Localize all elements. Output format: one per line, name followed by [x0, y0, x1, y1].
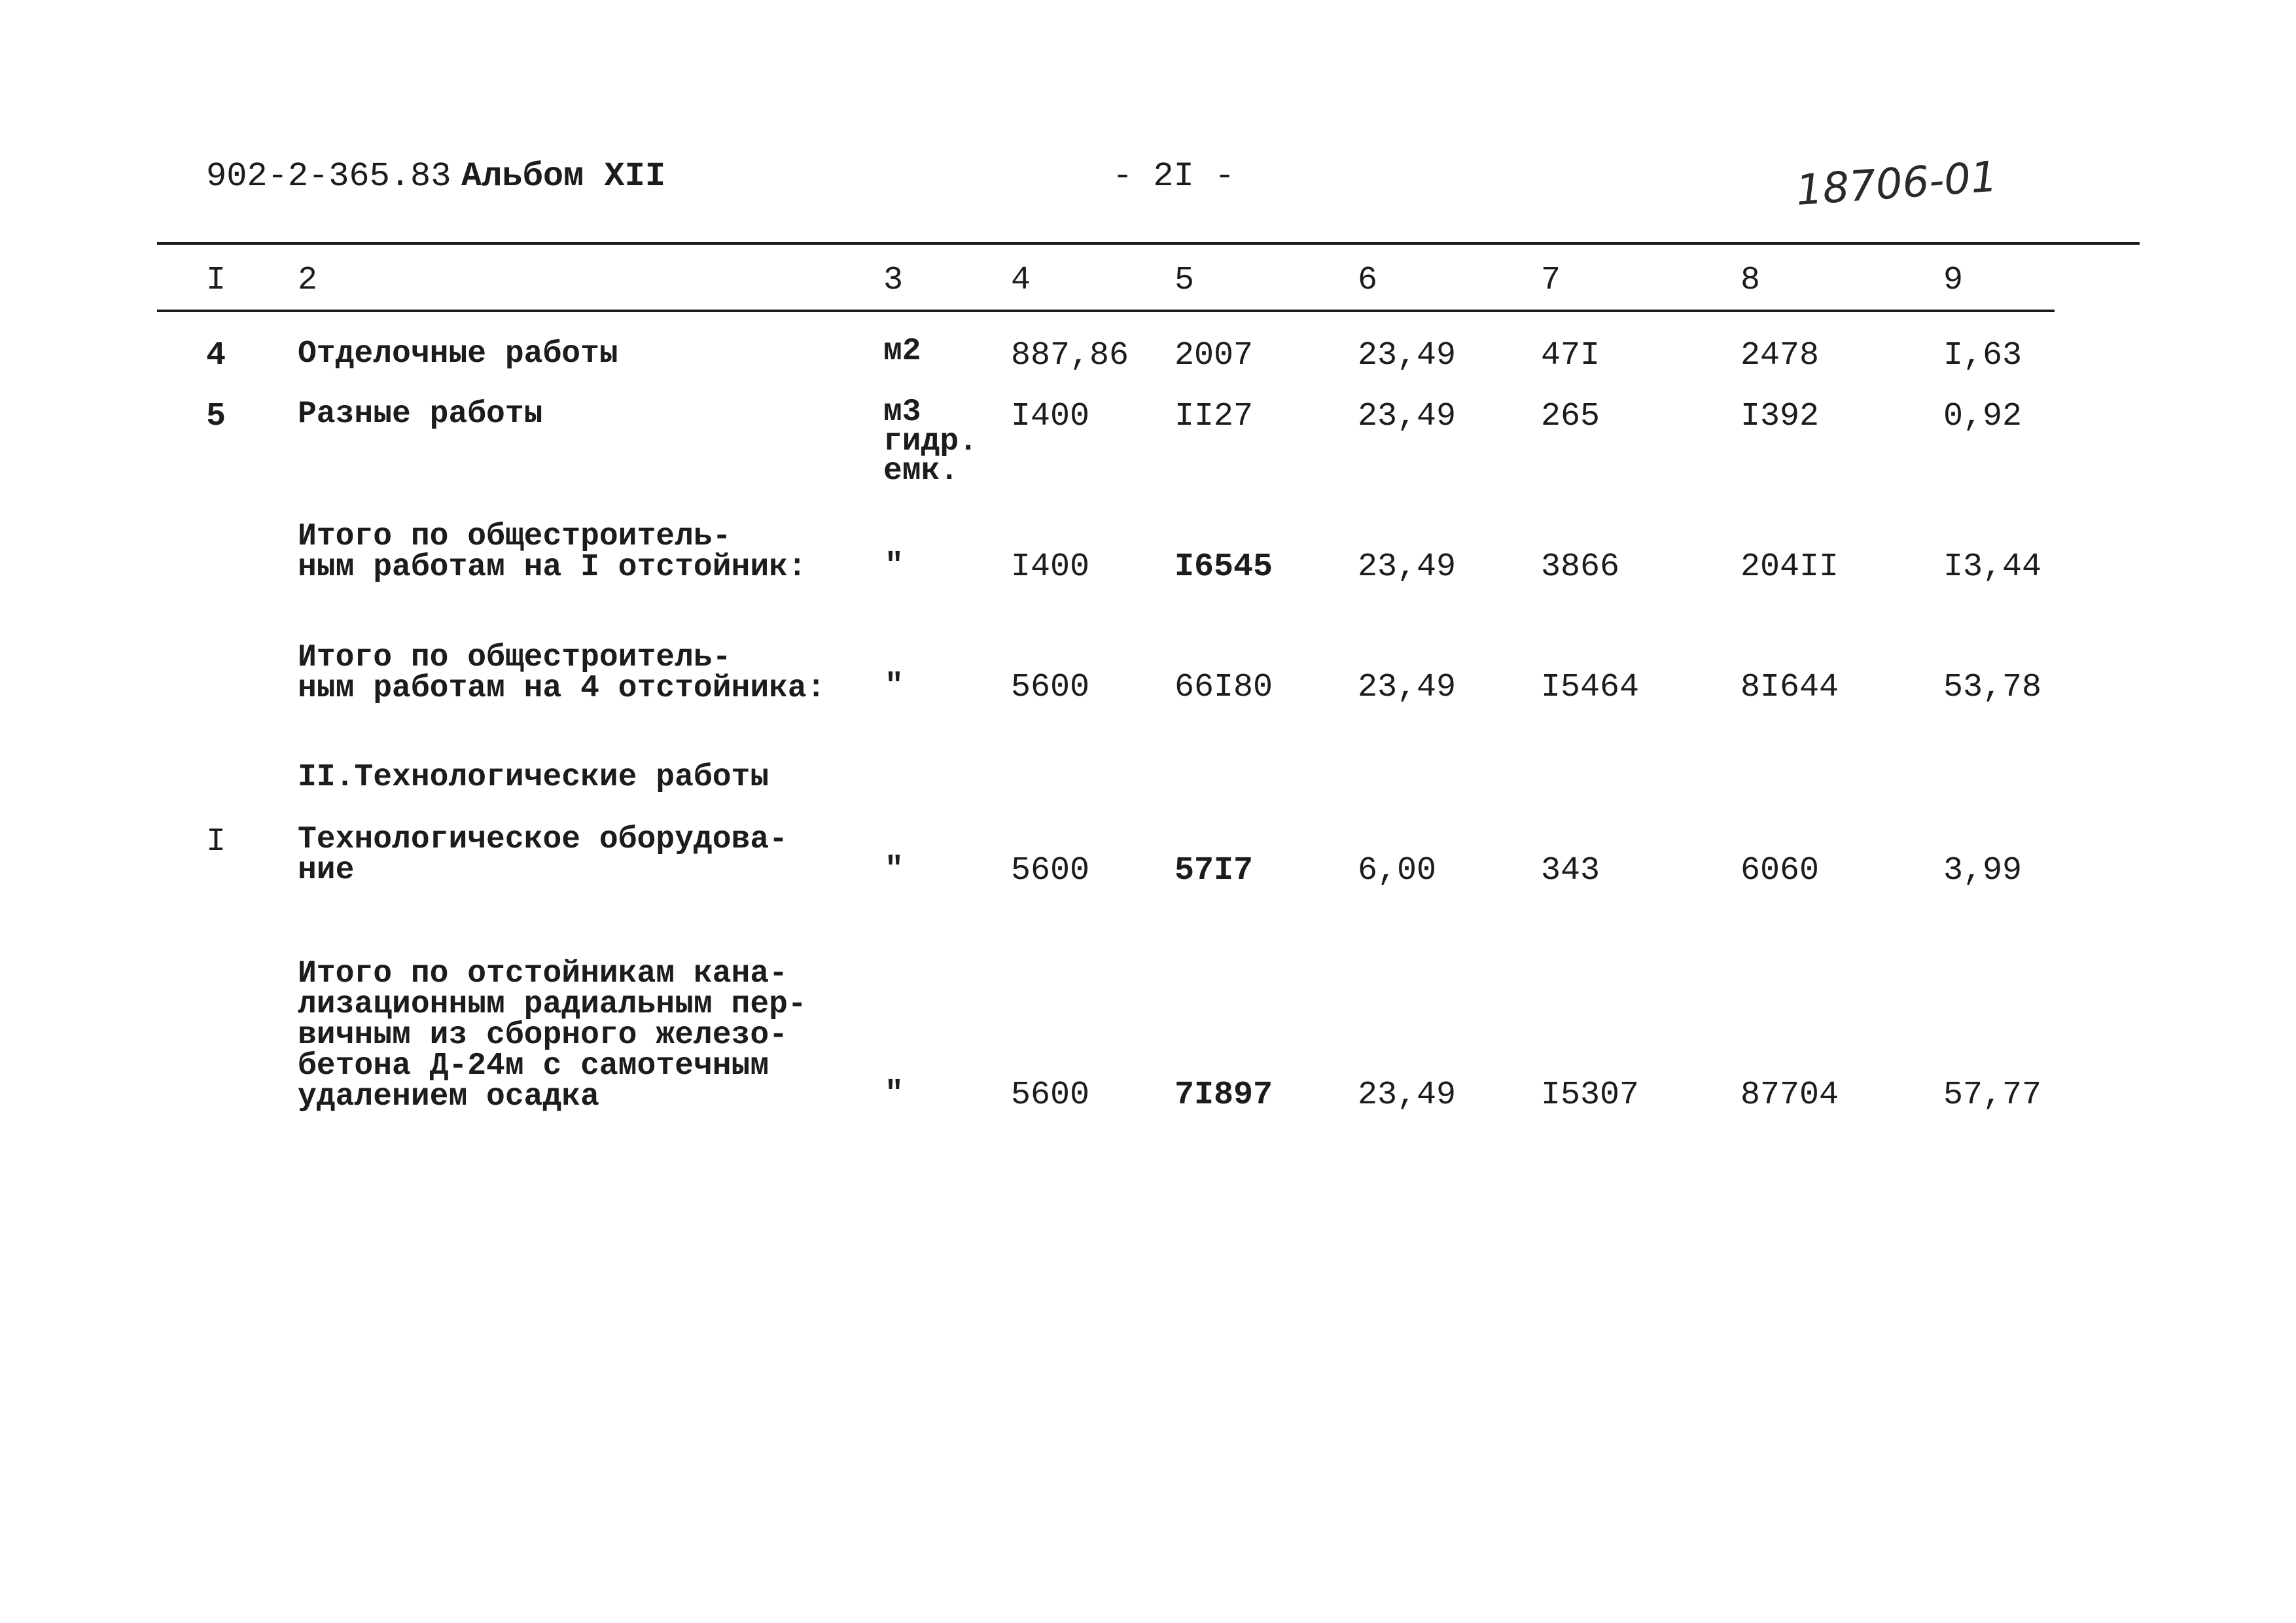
row-number: 4 — [206, 337, 226, 374]
row-unit-ditto: " — [885, 852, 904, 887]
column-number: I — [206, 262, 226, 299]
row-col9: I3,44 — [1943, 548, 2042, 586]
row-col5: 66I80 — [1174, 669, 1273, 706]
row-col8: 87704 — [1740, 1077, 1839, 1114]
column-number: 6 — [1358, 262, 1378, 299]
album-label: Альбом XII — [461, 157, 666, 196]
column-number: 8 — [1740, 262, 1761, 299]
document-code: 902-2-365.83 — [206, 157, 451, 196]
row-col7: 343 — [1541, 852, 1600, 889]
row-unit-ditto: " — [885, 669, 904, 704]
row-description: Итого по отстойникам кана- лизационным радиальным пер- вичным из сборного железо- бетона Д-24м с самотечным удалением осадка — [298, 956, 807, 1115]
row-col4: 5600 — [1011, 1077, 1090, 1114]
row-number: 5 — [206, 398, 226, 435]
row-col9: 0,92 — [1943, 398, 2022, 435]
handwritten-reference: 18706-01 — [1794, 152, 1999, 215]
row-col9: 53,78 — [1943, 669, 2042, 706]
row-col6: 23,49 — [1358, 669, 1457, 706]
row-col6: 6,00 — [1358, 852, 1437, 889]
row-description: Разные работы — [298, 397, 543, 432]
section-heading: II.Технологические работы — [298, 760, 769, 795]
column-number: 3 — [883, 262, 904, 299]
column-number: 9 — [1943, 262, 1964, 299]
row-col5: 2007 — [1174, 337, 1254, 374]
table-top-rule — [157, 242, 2140, 245]
column-number: 7 — [1541, 262, 1561, 299]
row-unit: м3 гидр. емк. — [883, 395, 978, 489]
column-number: 5 — [1174, 262, 1195, 299]
row-description: Итого по общестроитель- ным работам на 4 отстойника: — [298, 640, 826, 706]
column-number: 4 — [1011, 262, 1031, 299]
row-col4: 5600 — [1011, 852, 1090, 889]
row-col7: 3866 — [1541, 548, 1620, 586]
row-col5: I6545 — [1174, 548, 1273, 586]
row-col7: I5464 — [1541, 669, 1640, 706]
row-col5: 7I897 — [1174, 1077, 1273, 1114]
row-col7: 47I — [1541, 337, 1600, 374]
row-col5: 57I7 — [1174, 852, 1254, 889]
row-col8: 6060 — [1740, 852, 1820, 889]
row-col9: I,63 — [1943, 337, 2022, 374]
row-col8: 8I644 — [1740, 669, 1839, 706]
row-col8: 204II — [1740, 548, 1839, 586]
row-number: I — [206, 823, 226, 861]
row-col7: 265 — [1541, 398, 1600, 435]
row-col6: 23,49 — [1358, 548, 1457, 586]
row-description: Технологическое оборудова- ние — [298, 822, 788, 888]
row-col4: I400 — [1011, 398, 1090, 435]
row-col5: II27 — [1174, 398, 1254, 435]
row-description: Отделочные работы — [298, 336, 618, 372]
table-header-rule — [157, 310, 2055, 312]
page-number: - 2I - — [1112, 157, 1235, 196]
row-col4: I400 — [1011, 548, 1090, 586]
row-col4: 887,86 — [1011, 337, 1129, 374]
row-description: Итого по общестроитель- ным работам на I отстойник: — [298, 519, 807, 585]
row-col7: I5307 — [1541, 1077, 1640, 1114]
row-col9: 3,99 — [1943, 852, 2022, 889]
row-col9: 57,77 — [1943, 1077, 2042, 1114]
row-unit-ditto: " — [885, 1077, 904, 1112]
row-col8: I392 — [1740, 398, 1820, 435]
column-number: 2 — [298, 262, 318, 299]
row-unit-ditto: " — [885, 548, 904, 584]
row-col4: 5600 — [1011, 669, 1090, 706]
row-col6: 23,49 — [1358, 398, 1457, 435]
row-unit: м2 — [883, 334, 921, 369]
row-col8: 2478 — [1740, 337, 1820, 374]
row-col6: 23,49 — [1358, 337, 1457, 374]
row-col6: 23,49 — [1358, 1077, 1457, 1114]
